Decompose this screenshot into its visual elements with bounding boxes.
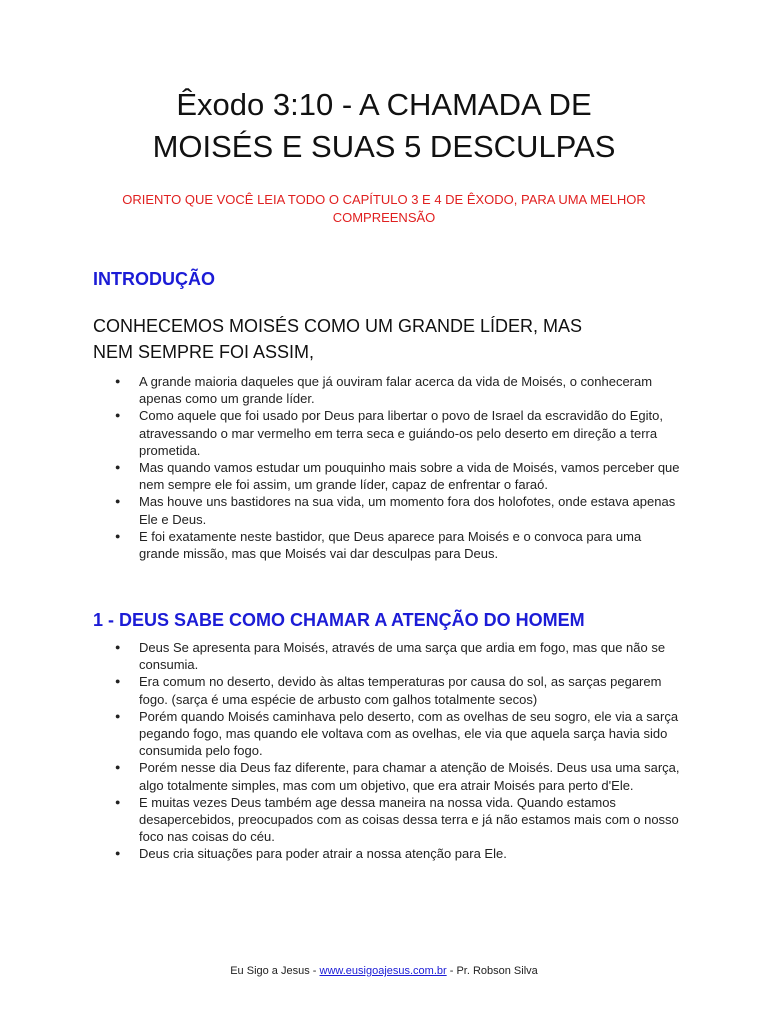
footer-website-link[interactable]: www.eusigoajesus.com.br	[319, 965, 447, 977]
list-item: ● A grande maioria daqueles que já ouviram falar acerca da vida de Moisés, o conheceram apenas como um grande líder.	[93, 373, 683, 407]
footer-suffix: - Pr. Robson Silva	[446, 965, 538, 977]
intro-lead-line-1: CONHECEMOS MOISÉS COMO UM GRANDE LÍDER, MAS	[93, 316, 583, 336]
list-item: ● Como aquele que foi usado por Deus para libertar o povo de Israel da escravidão do Egito, atravessando o mar vermelho em terra seca e guiándo-os pelo deserto em direção a terra prometida.	[93, 407, 683, 459]
list-item: ● Porém quando Moisés caminhava pelo deserto, com as ovelhas de seu sogro, ele via a sarça pegando fogo, mas quando ele voltava com as ovelhas, ele via que aquela sarça havia sido consumida pelo fogo.	[93, 708, 683, 760]
intro-lead-line-2: NEM SEMPRE FOI ASSIM,	[93, 342, 315, 362]
list-item: ● Era comum no deserto, devido às altas temperaturas por causa do sol, as sarças pegarem fogo. (sarça é uma espécie de arbusto com galhos totalmente secos)	[93, 673, 683, 707]
intro-lead	[93, 313, 693, 365]
page-footer	[0, 964, 768, 978]
list-item: ● E foi exatamente neste bastidor, que Deus aparece para Moisés e o convoca para uma grande missão, mas que Moisés vai dar desculpas para Deus.	[93, 528, 683, 562]
reading-instruction: ORIENTO QUE VOCÊ LEIA TODO O CAPÍTULO 3 E 4 DE ÊXODO, PARA UMA MELHOR COMPREENSÃO	[122, 192, 646, 225]
list-item: ● Mas houve uns bastidores na sua vida, um momento fora dos holofotes, onde estava apenas Ele e Deus.	[93, 493, 683, 527]
list-item: ● Deus Se apresenta para Moisés, através de uma sarça que ardia em fogo, mas que não se consumia.	[93, 639, 683, 673]
section-1-heading: 1 - DEUS SABE COMO CHAMAR A ATENÇÃO DO HOMEM	[93, 610, 585, 630]
intro-heading: INTRODUÇÃO	[93, 269, 215, 289]
list-item: ● E muitas vezes Deus também age dessa maneira na nossa vida. Quando estamos desapercebidos, preocupados com as coisas dessa terra e já não estamos mais com o nosso foco nas coisas do céu.	[93, 794, 683, 846]
list-item: ● Deus cria situações para poder atrair a nossa atenção para Ele.	[93, 845, 683, 862]
intro-bullet-list	[93, 373, 683, 562]
page-title-line-2: MOISÉS E SUAS 5 DESCULPAS	[152, 129, 616, 164]
section-1-bullet-list	[93, 639, 683, 863]
page-title-line-1: Êxodo 3:10 - A CHAMADA DE	[176, 87, 592, 122]
page-title	[60, 84, 708, 168]
footer-prefix: Eu Sigo a Jesus -	[230, 965, 320, 977]
list-item: ● Porém nesse dia Deus faz diferente, para chamar a atenção de Moisés. Deus usa uma sarça, algo totalmente simples, mas com um objetivo, que era atrair Moisés para perto d'Ele.	[93, 759, 683, 793]
list-item: ● Mas quando vamos estudar um pouquinho mais sobre a vida de Moisés, vamos perceber que nem sempre ele foi assim, um grande líder, capaz de enfrentar o faraó.	[93, 459, 683, 493]
